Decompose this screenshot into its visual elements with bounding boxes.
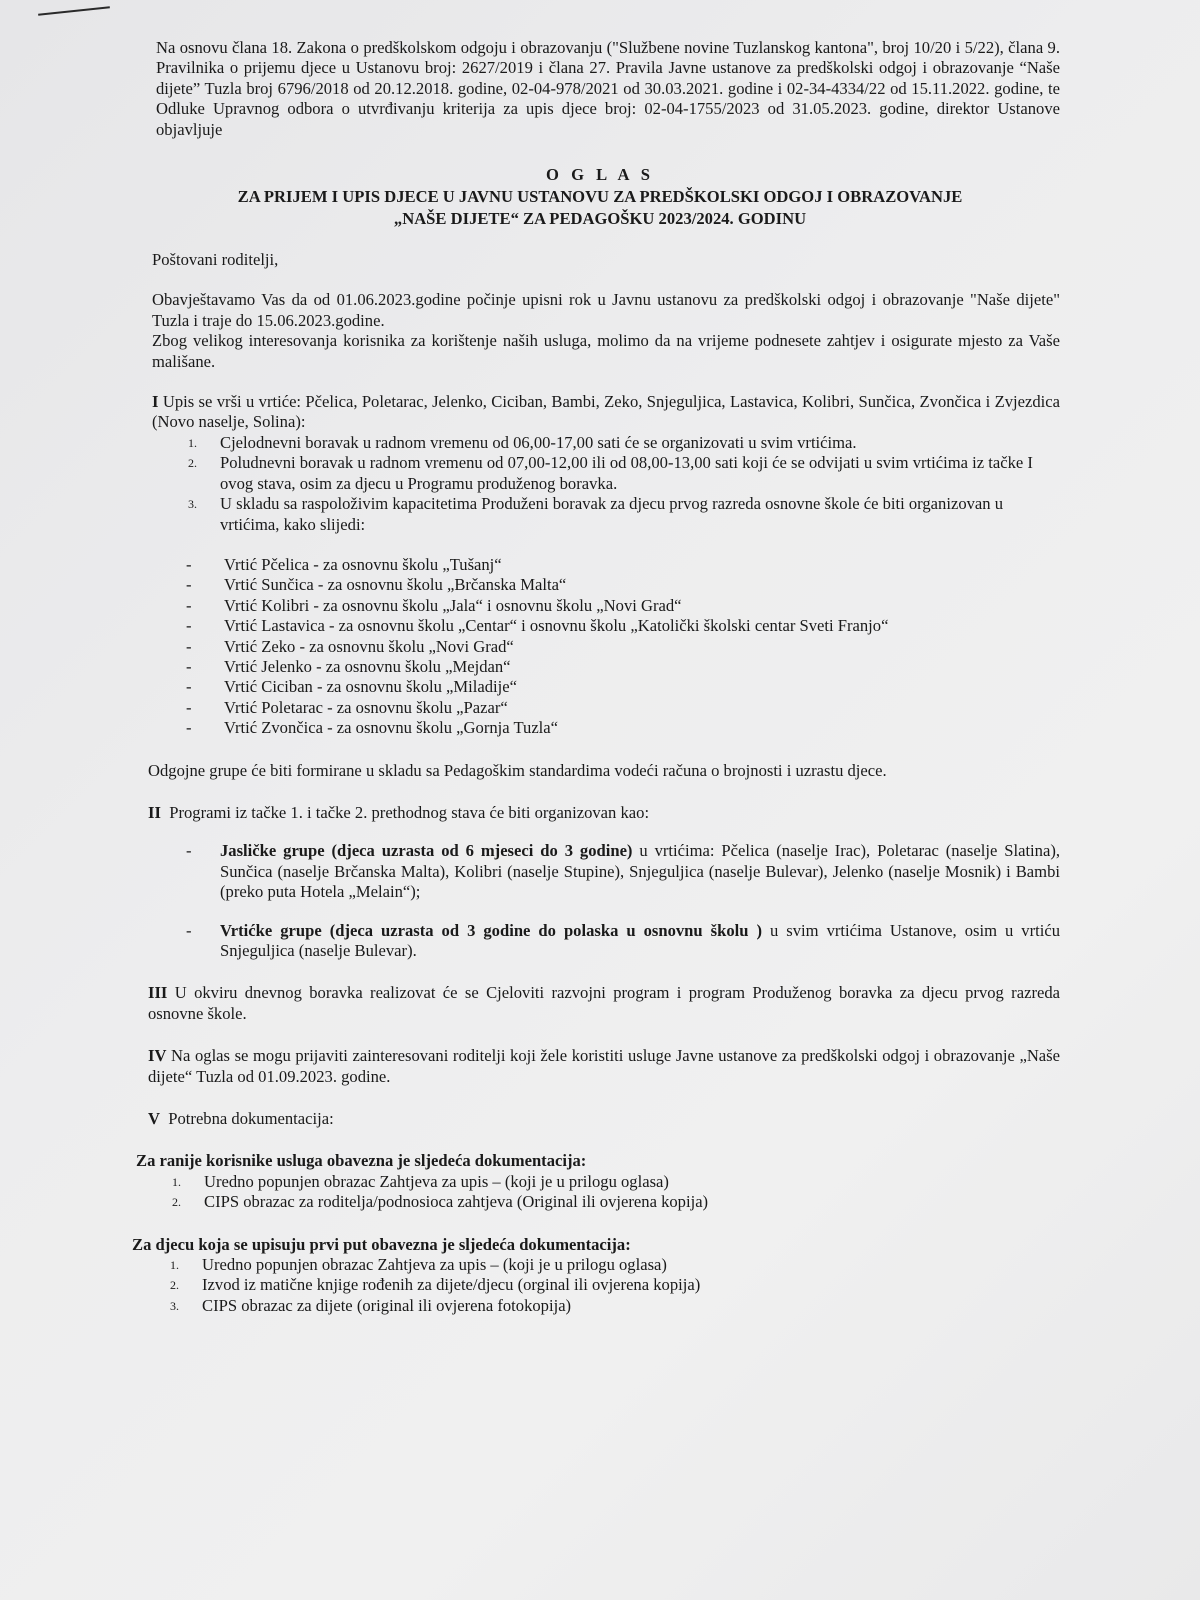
section-3-text bbox=[148, 983, 1060, 1024]
previous-users-list bbox=[124, 1172, 1060, 1213]
intro-paragraph: Na osnovu člana 18. Zakona o predškolskom odgoju i obrazovanju ("Službene novine Tuzlanskog kantona", broj 10/20 i 5/22), člana 9. Pravilnika o prijemu djece u Ustanovu broj: 2627/2019 i člana 27. Pravila Javne ustanove za predškolski odgoj i obrazovanje “Naše dijete” Tuzla broj 6796/2018 od 20.12.2018. godine, 02-04-978/2021 od 30.03.2021. godine i 02-34-4334/22 od 15.11.2022. godine, te Odluke Upravnog odbora o utvrđivanju kriterija za upis djece broj: 02-04-1755/2023 od 31.05.2023. godine, direktor Ustanove objavljuje bbox=[156, 38, 1060, 139]
list-item: 2. Izvod iz matične knjige rođenih za dijete/djecu (orginal ili ovjerena kopija) bbox=[170, 1275, 701, 1295]
section-2-text bbox=[148, 803, 1060, 823]
section-2-roman: II bbox=[148, 802, 161, 822]
list-item: 1. Uredno popunjen obrazac Zahtjeva za upis – (koji je u prilogu oglasa) bbox=[170, 1255, 667, 1275]
list-item: - Vrtić Zeko - za osnovnu školu „Novi Grad“ bbox=[140, 637, 1060, 657]
section-2-body: Programi iz tačke 1. i tačke 2. prethodnog stava će biti organizovan kao: bbox=[169, 802, 650, 822]
list-item: - Vrtić Kolibri - za osnovnu školu „Jala“ i osnovnu školu „Novi Grad“ bbox=[140, 596, 1060, 616]
section-1-text bbox=[152, 392, 1060, 433]
section-4-body: Na oglas se mogu prijaviti zainteresovani roditelji koji žele koristiti usluge Javne ustanove za predškolski odgoj i obrazovanje „Naše dijete“ Tuzla od 01.09.2023. godine. bbox=[148, 1046, 1060, 1086]
nursery-groups-item bbox=[140, 841, 1060, 902]
nursery-groups-text: u vrtićima: Pčelica (naselje Irac), Poletarac (naselje Slatina), Sunčica (naselje Brčanska Malta), Kolibri (naselje Stupine), Snjeguljica (naselje Bulevar), Jelenko (naselje Mosnik) i Bambi (preko puta Hotela „Melain“); bbox=[220, 841, 1061, 902]
section-4-roman: IV bbox=[148, 1046, 167, 1066]
document-body bbox=[132, 38, 1061, 1316]
new-users-list bbox=[122, 1255, 1060, 1316]
kindergarten-school-list bbox=[140, 555, 1060, 739]
new-users-heading: Za djecu koja se upisuju prvi put obavezna je sljedeća dokumentacija: bbox=[132, 1234, 631, 1254]
previous-users-heading: Za ranije korisnike usluga obavezna je sljedeća dokumentacija: bbox=[136, 1151, 587, 1171]
list-item: - Vrtić Sunčica - za osnovnu školu „Brčanska Malta“ bbox=[140, 575, 1060, 595]
list-item: - Vrtić Ciciban - za osnovnu školu „Miladije“ bbox=[140, 677, 1060, 697]
section-5-roman: V bbox=[148, 1109, 160, 1129]
title-line-3: „NAŠE DIJETE“ ZA PEDAGOŠKU 2023/2024. GODINU bbox=[393, 209, 807, 229]
list-item: 2. CIPS obrazac za roditelja/podnosioca zahtjeva (Original ili ovjerena kopija) bbox=[172, 1192, 709, 1212]
section-1-roman: I bbox=[152, 392, 159, 412]
section-1-body: Upis se vrši u vrtiće: Pčelica, Poletarac, Jelenko, Ciciban, Bambi, Zeko, Snjeguljica, Lastavica, Kolibri, Sunčica, Zvončica i Zvjezdica (Novo naselje, Solina): bbox=[152, 392, 1060, 432]
list-item: - Vrtić Zvončica - za osnovnu školu „Gornja Tuzla“ bbox=[140, 718, 1060, 738]
list-item: 3. CIPS obrazac za dijete (original ili ovjerena fotokopija) bbox=[170, 1295, 572, 1315]
section-1-closing: Odgojne grupe će biti formirane u skladu sa Pedagoškim standardima vodeći računa o brojnosti i uzrastu djece. bbox=[148, 760, 887, 780]
list-item: - Vrtić Pčelica - za osnovnu školu „Tušanj“ bbox=[140, 555, 1060, 575]
pen-mark bbox=[38, 6, 110, 16]
list-item: 3. U skladu sa raspoloživim kapacitetima Produženi boravak za djecu prvog razreda osnovne škole će biti organizovan u vrtićima, kako slijedi: bbox=[188, 494, 1004, 534]
list-item: - Vrtić Jelenko - za osnovnu školu „Mejdan“ bbox=[140, 657, 1060, 677]
list-item: - Vrtić Lastavica - za osnovnu školu „Centar“ i osnovnu školu „Katolički školski centar Sveti Franjo“ bbox=[140, 616, 1060, 636]
notice-paragraph-2: Zbog velikog interesovanja korisnika za korištenje naših usluga, molimo da na vrijeme podnesete zahtjev i osigurate mjesto za Vaše mališane. bbox=[152, 331, 1060, 371]
list-item: - Vrtić Poletarac - za osnovnu školu „Pazar“ bbox=[140, 698, 1060, 718]
section-1-list bbox=[140, 433, 1060, 535]
list-item: 1. Cjelodnevni boravak u radnom vremenu od 06,00-17,00 sati će se organizovati u svim vrtićima. bbox=[188, 432, 857, 452]
list-item: 2. Poludnevni boravak u radnom vremenu od 07,00-12,00 ili od 08,00-13,00 sati koji će se odvijati u svim vrtićima iz tačke I ovog stava, osim za djecu u Programu produženog boravka. bbox=[188, 453, 1033, 493]
document-title bbox=[140, 164, 1060, 230]
section-3-roman: III bbox=[148, 983, 168, 1003]
salutation: Poštovani roditelji, bbox=[152, 250, 279, 270]
title-line-1: O G L A S bbox=[546, 165, 654, 185]
section-5-text bbox=[148, 1109, 1060, 1129]
kindergarten-groups-label: Vrtićke grupe (djeca uzrasta od 3 godine do polaska u osnovnu školu ) bbox=[220, 920, 762, 940]
section-5-body: Potrebna dokumentacija: bbox=[168, 1109, 334, 1129]
notice-paragraph-1: Obavještavamo Vas da od 01.06.2023.godine počinje upisni rok u Javnu ustanovu za predškolski odgoj i obrazovanje "Naše dijete" Tuzla i traje do 15.06.2023.godine. bbox=[152, 290, 1060, 330]
kindergarten-groups-item bbox=[140, 921, 1060, 962]
nursery-groups-label: Jasličke grupe (djeca uzrasta od 6 mjeseci do 3 godine) bbox=[220, 841, 633, 861]
section-3-body: U okviru dnevnog boravka realizovat će se Cjeloviti razvojni program i program Produženog boravka za djecu prvog razreda osnovne škole. bbox=[148, 983, 1060, 1023]
section-4-text bbox=[148, 1046, 1060, 1087]
title-line-2: ZA PRIJEM I UPIS DJECE U JAVNU USTANOVU ZA PREDŠKOLSKI ODGOJ I OBRAZOVANJE bbox=[237, 187, 963, 207]
list-item: 1. Uredno popunjen obrazac Zahtjeva za upis – (koji je u prilogu oglasa) bbox=[172, 1171, 669, 1191]
kindergarten-groups-text: u svim vrtićima Ustanove, osim u vrtiću Snjeguljica (naselje Bulevar). bbox=[220, 920, 1060, 960]
